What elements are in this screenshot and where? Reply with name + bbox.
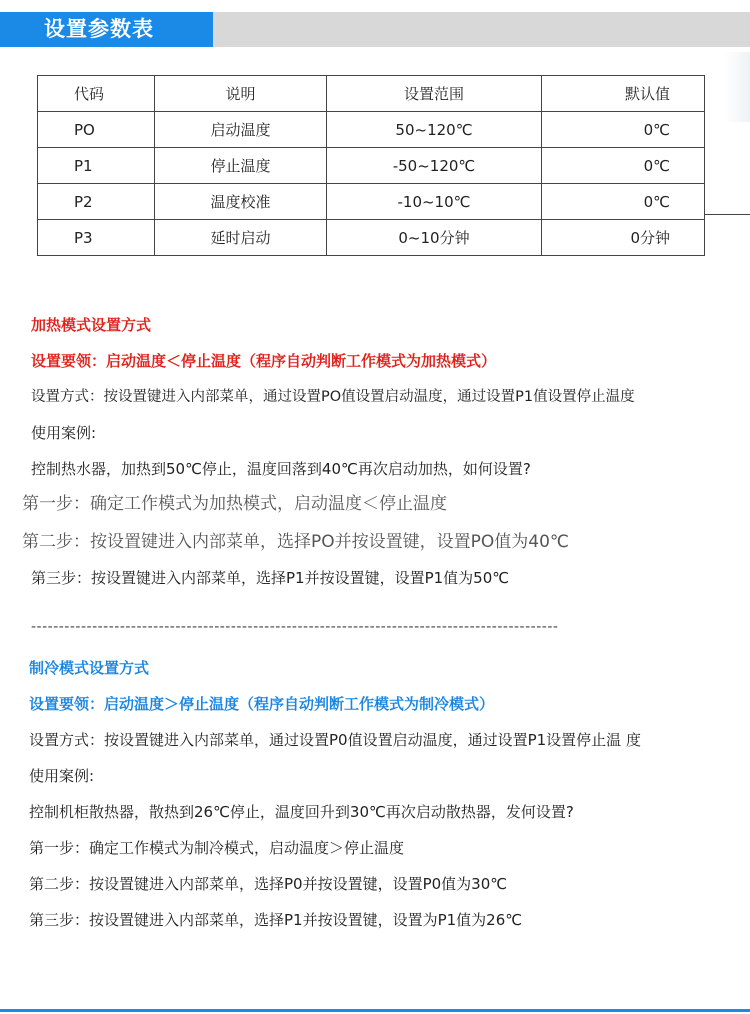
- header-cell-default: 默认值: [542, 76, 705, 112]
- cooling-example: 控制机柜散热器，散热到26℃停止，温度回升到30℃再次启动散热器，发何设置?: [29, 803, 574, 821]
- cell-default: 0℃: [542, 112, 705, 148]
- cooling-title: 制冷模式设置方式: [29, 659, 150, 677]
- heating-title: 加热模式设置方式: [31, 316, 152, 334]
- cell-range: 50~120℃: [327, 112, 542, 148]
- cell-description: 温度校准: [155, 184, 327, 220]
- heating-example-label: 使用案例:: [31, 424, 97, 442]
- cooling-example-label: 使用案例:: [29, 767, 95, 785]
- cooling-step-1: 第一步：确定工作模式为制冷模式，启动温度＞停止温度: [29, 839, 405, 857]
- cooling-key-point: 设置要领：启动温度＞停止温度（程序自动判断工作模式为制冷模式）: [29, 695, 495, 713]
- side-decoration: [724, 52, 750, 122]
- table-row: [38, 148, 705, 184]
- header-cell-description: 说明: [155, 76, 327, 112]
- cell-code: P2: [38, 184, 155, 220]
- cell-default: 0℃: [542, 184, 705, 220]
- heating-example: 控制热水器，加热到50℃停止，温度回落到40℃再次启动加热，如何设置?: [31, 460, 531, 478]
- cell-code: P3: [38, 220, 155, 256]
- header-band: [0, 12, 750, 47]
- table-row: [38, 184, 705, 220]
- heating-key-point: 设置要领：启动温度＜停止温度（程序自动判断工作模式为加热模式）: [31, 352, 497, 370]
- heating-step-1: 第一步：确定工作模式为加热模式，启动温度＜停止温度: [22, 494, 447, 514]
- cell-code: PO: [38, 112, 155, 148]
- cooling-method: 设置方式：按设置键进入内部菜单，通过设置P0值设置启动温度，通过设置P1设置停止温 度: [29, 731, 641, 749]
- side-line: [704, 214, 750, 215]
- cell-range: 0~10分钟: [327, 220, 542, 256]
- cell-code: P1: [38, 148, 155, 184]
- bottom-rule: [0, 1009, 750, 1012]
- cell-range: -10~10℃: [327, 184, 542, 220]
- parameter-table: [37, 75, 705, 256]
- cell-description: 启动温度: [155, 112, 327, 148]
- table-row: [38, 220, 705, 256]
- cooling-step-3: 第三步：按设置键进入内部菜单，选择P1并按设置键，设置为P1值为26℃: [29, 911, 523, 929]
- heating-step-3: 第三步：按设置键进入内部菜单，选择P1并按设置键，设置P1值为50℃: [31, 569, 510, 587]
- header-cell-range: 设置范围: [327, 76, 542, 112]
- table-header-row: [38, 76, 705, 112]
- cell-description: 停止温度: [155, 148, 327, 184]
- cell-default: 0℃: [542, 148, 705, 184]
- cell-default: 0分钟: [542, 220, 705, 256]
- cell-description: 延时启动: [155, 220, 327, 256]
- heating-step-2: 第二步：按设置键进入内部菜单，选择PO并按设置键，设置PO值为40℃: [22, 532, 569, 552]
- heating-method: 设置方式：按设置键进入内部菜单，通过设置PO值设置启动温度，通过设置P1值设置停止温度: [31, 389, 635, 405]
- cell-range: -50~120℃: [327, 148, 542, 184]
- section-divider: -----------------------------------------------------------------------------------------------: [31, 619, 559, 635]
- cooling-step-2: 第二步：按设置键进入内部菜单，选择P0并按设置键，设置P0值为30℃: [29, 875, 508, 893]
- table-row: [38, 112, 705, 148]
- header-cell-code: 代码: [38, 76, 155, 112]
- page-title: 设置参数表: [0, 12, 213, 47]
